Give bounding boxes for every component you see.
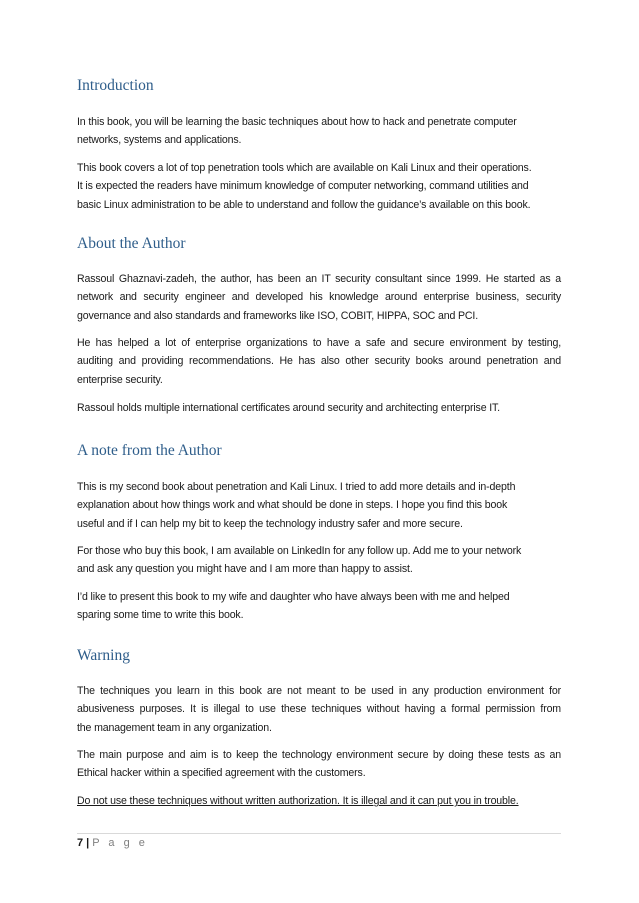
intro-paragraph-1 xyxy=(77,113,561,150)
text-line: networks, systems and applications. xyxy=(77,134,242,147)
page-footer xyxy=(77,835,148,851)
about-paragraph-2 xyxy=(77,334,561,389)
page-number: 7 xyxy=(77,837,84,849)
text-line: For those who buy this book, I am available on LinkedIn for any follow up. Add me to your network xyxy=(77,545,522,557)
document-page xyxy=(77,0,561,903)
text-line: explanation about how things work and what should be done in steps. I hope you find this book xyxy=(77,499,508,512)
text-line: It is expected the readers have minimum knowledge of computer networking, command utilities and xyxy=(77,180,529,193)
heading-warning: Warning xyxy=(77,647,130,664)
text-line: This book covers a lot of top penetration tools which are available on Kali Linux and their operations. xyxy=(77,162,532,174)
text-line: enterprise security. xyxy=(77,373,163,386)
warning-paragraph-2 xyxy=(77,746,561,783)
text-line: auditing and providing recommendations. He has also other security books around penetration and xyxy=(77,355,561,368)
text-line: I’d like to present this book to my wife and daughter who have always been with me and helped xyxy=(77,591,510,603)
heading-note-from-the-author: A note from the Author xyxy=(77,442,222,459)
text-line: The main purpose and aim is to keep the technology environment secure by doing these tests as an xyxy=(77,749,561,761)
warning-underlined-line: Do not use these techniques without written authorization. It is illegal and it can put you in trouble. xyxy=(77,795,519,807)
note-paragraph-3 xyxy=(77,588,561,625)
text-line: the management team in any organization. xyxy=(77,721,272,734)
footer-separator: | xyxy=(86,837,90,849)
note-paragraph-2 xyxy=(77,542,561,579)
heading-about-the-author: About the Author xyxy=(77,235,186,252)
footer-divider xyxy=(77,833,561,834)
text-line: In this book, you will be learning the basic techniques about how to hack and penetrate computer xyxy=(77,116,517,128)
page-label: P a g e xyxy=(92,837,148,849)
about-paragraph-1 xyxy=(77,270,561,325)
heading-introduction: Introduction xyxy=(77,77,154,94)
text-line: sparing some time to write this book. xyxy=(77,609,244,622)
warning-paragraph-1 xyxy=(77,682,561,737)
text-line: governance and also standards and frameworks like ISO, COBIT, HIPPA, SOC and PCI. xyxy=(77,309,478,322)
text-line: abusiveness purposes. It is illegal to use these techniques without having a formal permission from xyxy=(77,703,561,716)
text-line: network and security engineer and developed his knowledge around enterprise business, security xyxy=(77,291,561,304)
text-line: The techniques you learn in this book are not meant to be used in any production environment for xyxy=(77,685,561,697)
text-line: Ethical hacker within a specified agreement with the customers. xyxy=(77,767,366,780)
warning-paragraph-3 xyxy=(77,792,561,810)
text-line: Rassoul Ghaznavi-zadeh, the author, has been an IT security consultant since 1999. He started as a xyxy=(77,273,561,285)
about-paragraph-3 xyxy=(77,399,561,417)
note-paragraph-1 xyxy=(77,478,561,533)
text-line: Rassoul holds multiple international certificates around security and architecting enterprise IT. xyxy=(77,402,500,414)
text-line: basic Linux administration to be able to understand and follow the guidance’s available on this book. xyxy=(77,198,531,211)
text-line: useful and if I can help my bit to keep the technology industry safer and more secure. xyxy=(77,517,463,530)
intro-paragraph-2 xyxy=(77,159,561,214)
text-line: This is my second book about penetration and Kali Linux. I tried to add more details and in-depth xyxy=(77,481,516,493)
text-line: and ask any question you might have and I am more than happy to assist. xyxy=(77,563,413,576)
text-line: He has helped a lot of enterprise organizations to have a safe and secure environment by testing, xyxy=(77,337,561,349)
